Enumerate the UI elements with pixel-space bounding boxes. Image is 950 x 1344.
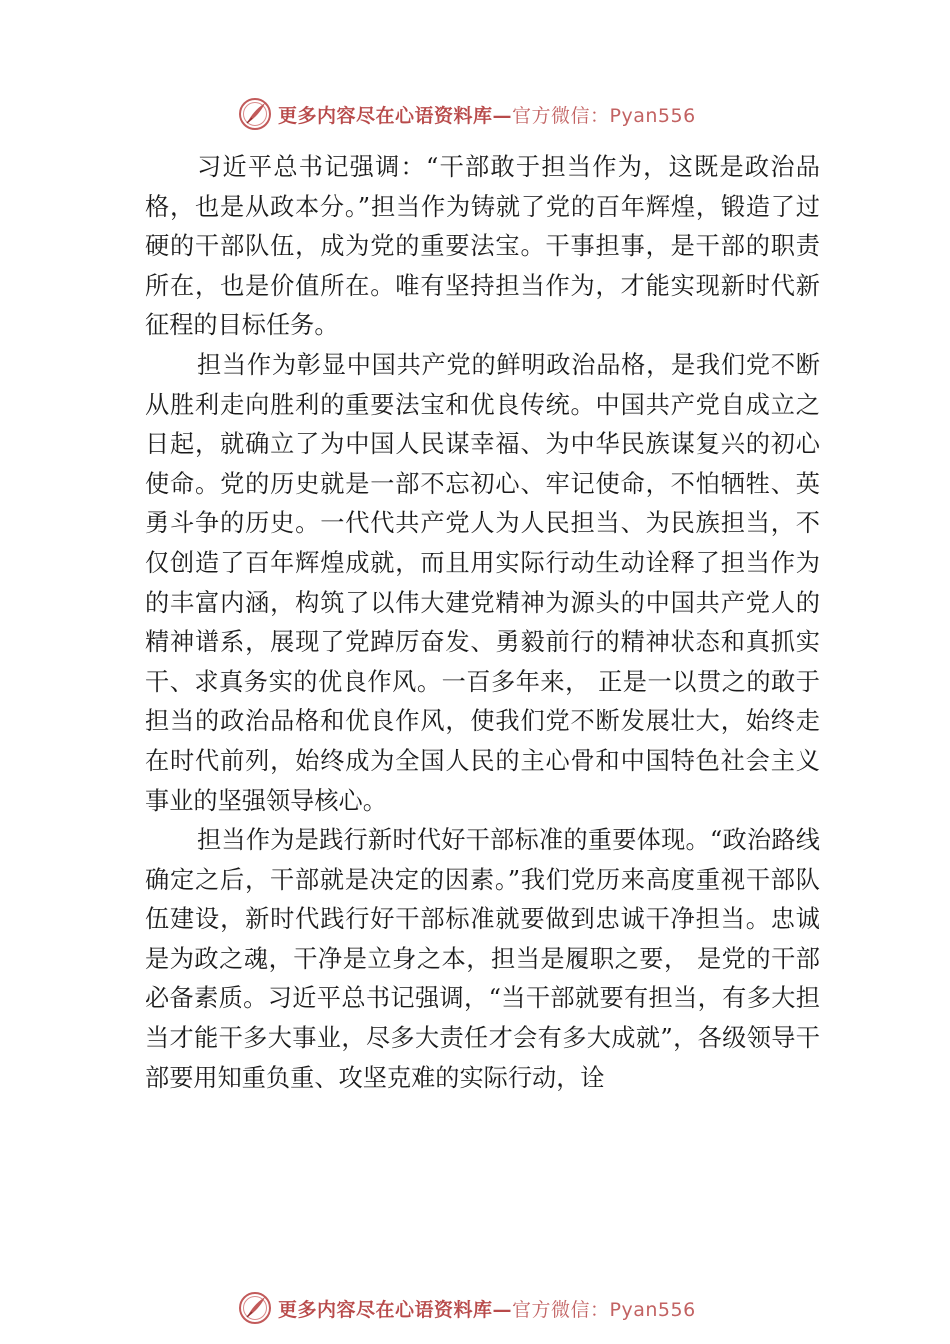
paragraph-3: 担当作为是践行新时代好干部标准的重要体现。“政治路线确定之后，干部就是决定的因素。”我们党历来高度重视干部队伍建设，新时代践行好干部标准就要做到忠诚干净担当。忠诚是为政之魂，干净是立身之本，担当是履职之要， 是党的干部必备素质。习近平总书记强调，“当干部就要有担当，有多大担当才能干多大事业，尽多大责任才会有多大成就”，各级领导干部要用知重负重、攻坚克难的实际行动，诠	[145, 826, 820, 1092]
paragraph-2: 担当作为彰显中国共产党的鲜明政治品格，是我们党不断从胜利走向胜利的重要法宝和优良传统。中国共产党自成立之日起，就确立了为中国人民谋幸福、为中华民族谋复兴的初心使命。党的历史就是一部不忘初心、牢记使命，不怕牺牲、英勇斗争的历史。一代代共产党人为人民担当、为民族担当，不仅创造了百年辉煌成就，而且用实际行动生动诠释了担当作为的丰富内涵，构筑了以伟大建党精神为源头的中国共产党人的精神谱系，展现了党踔厉奋发、勇毅前行的精神状态和真抓实干、求真务实的优良作风。一百多年来， 正是一以贯之的敢于担当的政治品格和优良作风，使我们党不断发展壮大，始终走在时代前列，始终成为全国人民的主心骨和中国特色社会主义事业的坚强领导核心。	[145, 350, 820, 815]
quill-seal-icon	[238, 1291, 272, 1325]
banner-wechat: 官方微信：Pyan556	[512, 104, 696, 127]
header-banner	[238, 94, 696, 134]
document-body	[145, 148, 820, 1098]
banner-text: 更多内容尽在心语资料库—	[278, 104, 513, 127]
quill-seal-icon	[238, 97, 272, 131]
paragraph-1: 习近平总书记强调：“干部敢于担当作为，这既是政治品格，也是从政本分。”担当作为铸就了党的百年辉煌，锻造了过硬的干部队伍，成为党的重要法宝。干事担事，是干部的职责所在，也是价值所在。唯有坚持担当作为，才能实现新时代新征程的目标任务。	[145, 153, 820, 340]
banner-wechat: 官方微信：Pyan556	[512, 1298, 696, 1321]
footer-banner	[238, 1288, 696, 1328]
banner-text: 更多内容尽在心语资料库—	[278, 1298, 513, 1321]
